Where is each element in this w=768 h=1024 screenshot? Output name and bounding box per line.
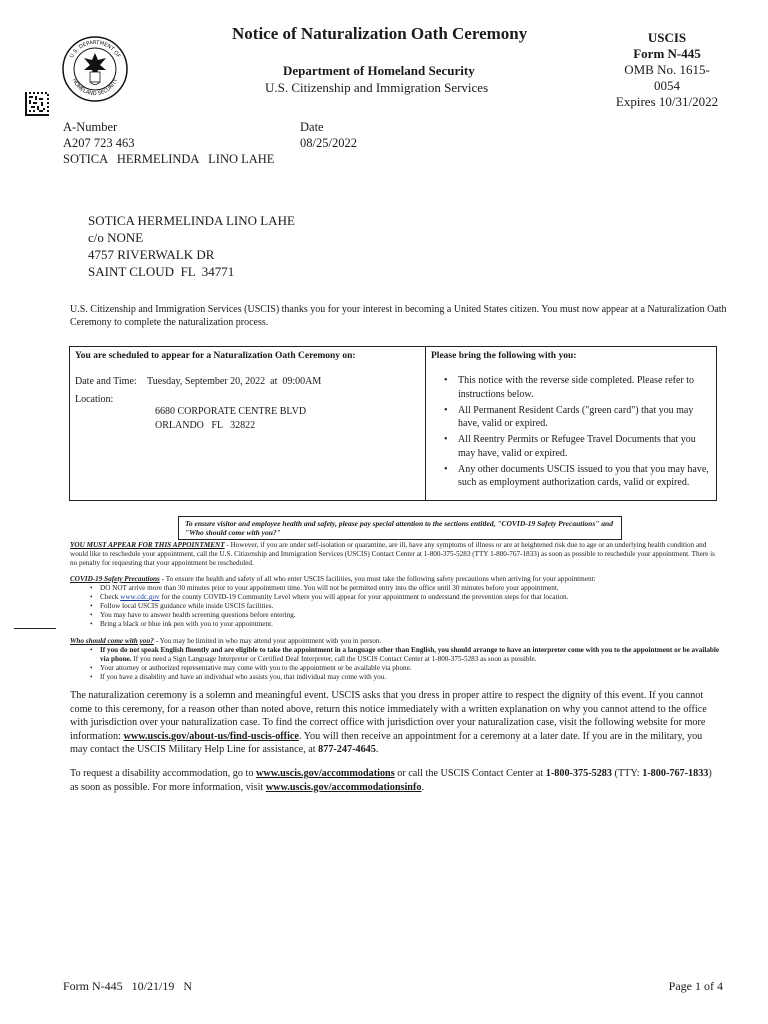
form-footer: Form N-445 10/21/19 N xyxy=(63,979,192,993)
tty-phone: 1-800-767-1833 xyxy=(642,768,709,779)
must-appear-section xyxy=(70,541,720,568)
contact-phone: 1-800-375-5283 xyxy=(545,768,612,779)
cdc-link[interactable]: www.cdc.gov xyxy=(120,593,160,601)
barcode-icon xyxy=(25,92,49,116)
who-section xyxy=(70,637,720,682)
location-line: 6680 CORPORATE CENTRE BLVD xyxy=(155,406,307,417)
svg-text:U.S. DEPARTMENT OF: U.S. DEPARTMENT OF xyxy=(68,39,122,60)
bring-list xyxy=(434,374,714,492)
department-name: Department of Homeland Security xyxy=(283,63,475,78)
notice-date xyxy=(300,119,357,151)
applicant-info xyxy=(63,119,274,167)
a-number-label: A-Number xyxy=(63,120,118,134)
list-item: • If you have a disability and have an individual who assists you, that individual may come with you. xyxy=(70,673,720,682)
intro-paragraph: U.S. Citizenship and Immigration Services (USCIS) thanks you for your interest in becoming a United States citizen. You must now appear at a Naturalization Oath Ceremony to complete the naturalization process. xyxy=(70,304,727,328)
list-item: • All Permanent Resident Cards ("green card") that you may have, valid or expired. xyxy=(434,404,714,431)
svg-text:HOMELAND SECURITY: HOMELAND SECURITY xyxy=(70,77,120,98)
form-number: Form N-445 xyxy=(633,46,701,61)
safety-notice: To ensure visitor and employee health and safety, please pay special attention to the sections entitled, "COVID-19 Safety Precautions" and "Who should come with you?" xyxy=(178,516,622,540)
who-list xyxy=(70,646,720,682)
accommodations-info-link[interactable]: www.uscis.gov/accommodationsinfo xyxy=(265,781,422,793)
section-heading: YOU MUST APPEAR FOR THIS APPOINTMENT xyxy=(70,541,225,549)
dhs-seal-icon xyxy=(62,36,128,102)
location-line: ORLANDO FL 32822 xyxy=(155,420,256,431)
list-item: • Any other documents USCIS issued to you that you may have, such as employment authorization cards, valid or expired. xyxy=(434,463,714,490)
agency-name: U.S. Citizenship and Immigration Services xyxy=(265,80,489,95)
form-agency: USCIS xyxy=(647,30,687,45)
address-line: SAINT CLOUD FL 34771 xyxy=(88,264,235,279)
find-office-link[interactable]: www.uscis.gov/about-us/find-uscis-office xyxy=(123,730,299,742)
list-item: • This notice with the reverse side completed. Please refer to instructions below. xyxy=(434,374,714,401)
ceremony-paragraph: The naturalization ceremony is a solemn and meaningful event. USCIS asks that you dress in proper attire to respect the dignity of this event. If you cannot come to this ceremony, for a reason other than noted above, return this notice immediately with a written explanation on why you cannot attend to the office with jurisdiction over your naturalization case. To find the correct office with jurisdiction over your naturalization case, visit the following website for more information: www.uscis.gov/about-us/find-uscis-office. You will then receive an appointment for a ceremony at a later date. If you are in the military, you may contact the USCIS Military Help Line for assistance, at 877-247-4645. xyxy=(70,690,707,755)
list-item: • All Reentry Permits or Refugee Travel Documents that you may have, valid or expired. xyxy=(434,433,714,460)
section-text: - However, if you are under self-isolation or quarantine, are ill, have any symptoms of illness or are at heightened risk due to age or an underlying health condition and would like to reschedule your appointment, call the U.S. Citizenship and Immigration Services (USCIS) Contact Center at 1-800-375-5283 (TTY 1-800-767-1833) as soon as possible to reschedule your appointment. There is no penalty for requesting that your appointment be rescheduled. xyxy=(70,541,715,567)
disability-paragraph: To request a disability accommodation, go to www.uscis.gov/accommodations or call the USCIS Contact Center at 1-800-375-5283 (TTY: 1-800-767-1833) as soon as possible. For more information, visit www.uscis.gov/accommodationsinfo. xyxy=(70,768,712,793)
location-label: Location: xyxy=(75,394,114,405)
page-title: Notice of Naturalization Oath Ceremony xyxy=(232,24,528,43)
accommodations-link[interactable]: www.uscis.gov/accommodations xyxy=(256,768,395,779)
omb-number: OMB No. 1615-0054 xyxy=(624,62,710,93)
section-heading: COVID-19 Safety Precautions xyxy=(70,575,160,583)
bring-heading: Please bring the following with you: xyxy=(431,351,577,361)
form-info xyxy=(612,30,722,110)
section-text: - To ensure the health and safety of all who enter USCIS facilities, you must take the following safety precautions when arriving for your appointment: xyxy=(159,575,596,583)
list-item: • Your attorney or authorized representative may come with you to the appointment or be available via phone. xyxy=(70,664,720,673)
a-number-value: A207 723 463 xyxy=(63,136,135,150)
datetime-label: Date and Time: xyxy=(75,376,137,387)
appointment-box xyxy=(69,346,717,501)
list-item: • Check www.cdc.gov for the county COVID-19 Community Level where you will appear for your appointment to understand the prevention steps for that location. xyxy=(70,593,720,602)
address-line: 4757 RIVERWALK DR xyxy=(88,247,215,262)
covid-section xyxy=(70,575,720,629)
list-item: • Bring a black or blue ink pen with you to your appointment. xyxy=(70,620,720,629)
covid-list xyxy=(70,584,720,629)
box-divider xyxy=(425,347,426,500)
mailing-address xyxy=(88,212,295,280)
military-phone: 877-247-4645 xyxy=(318,744,376,755)
page-number: Page 1 of 4 xyxy=(668,979,723,993)
applicant-name: SOTICA HERMELINDA LINO LAHE xyxy=(63,152,275,166)
list-item: • You may have to answer health screening questions before entering. xyxy=(70,611,720,620)
address-line: c/o NONE xyxy=(88,230,144,245)
section-text: - You may be limited in who may attend your appointment with you in person. xyxy=(153,637,382,645)
list-item: • If you do not speak English fluently and are eligible to take the appointment in a language other than English, you should arrange to have an interpreter come with you to the appointment or be available via phone. If you need a Sign Language Interpreter or Certified Deaf Interpreter, call the USCIS Contact Center at 1-800-375-5283 as soon as possible. xyxy=(70,646,720,664)
date-value: 08/25/2022 xyxy=(300,136,357,150)
section-heading: Who should come with you? xyxy=(70,637,154,645)
date-label: Date xyxy=(300,120,324,134)
margin-rule xyxy=(14,628,56,629)
appointment-heading: You are scheduled to appear for a Naturalization Oath Ceremony on: xyxy=(75,351,356,361)
address-line: SOTICA HERMELINDA LINO LAHE xyxy=(88,213,295,228)
list-item: • Follow local USCIS guidance while inside USCIS facilities. xyxy=(70,602,720,611)
form-expiry: Expires 10/31/2022 xyxy=(615,94,719,109)
list-item: • DO NOT arrive more than 30 minutes prior to your appointment time. You will not be permitted entry into the office until 30 minutes before your appointment. xyxy=(70,584,720,593)
appointment-datetime: Tuesday, September 20, 2022 at 09:00AM xyxy=(147,376,322,387)
